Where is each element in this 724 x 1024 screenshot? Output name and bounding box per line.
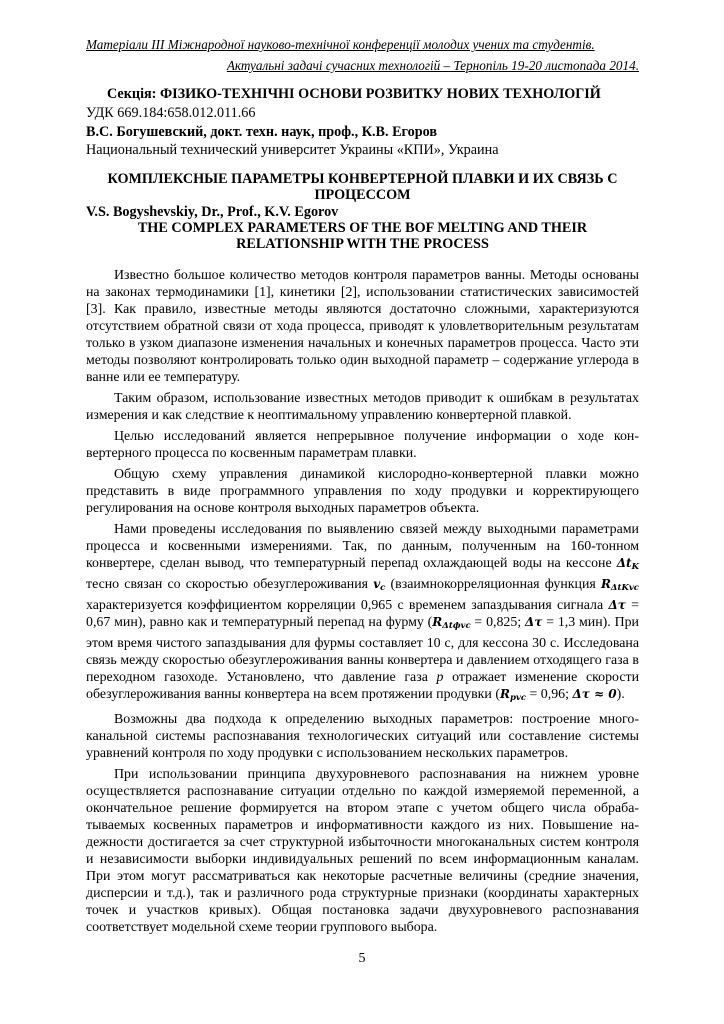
p5-text-9: отражает изменение скорости обезуглероживания ванны конвертера на всем протяжении продувки ( [86, 670, 639, 702]
paragraph-4: Общую схему управления динамикой кислородно-конвертерной плавки можно представить в виде программного управления по ходу продувки и корректирующего регулирования на основе контроля выходных параметров объекта. [86, 467, 639, 516]
title-ru-line2: ПРОЦЕССОМ [314, 187, 411, 203]
math-delta-tau-2: Δτ [525, 615, 543, 629]
math-r-dtf-vc: $R_{\Delta tфvc}$ [432, 615, 471, 631]
title-en-line1: THE COMPLEX PARAMETERS OF THE BOF MELTING AND THEIR [137, 220, 588, 236]
title-en-line2: RELATIONSHIP WITH THE PROCESS [236, 236, 489, 252]
math-v-c: $v_c$ [373, 577, 386, 593]
p5-text-11: ). [616, 687, 625, 702]
section-title: Секція: ФІЗИКО-ТЕХНІЧНІ ОСНОВИ РОЗВИТКУ НОВИХ ТЕХНОЛОГІЙ [107, 86, 601, 102]
p5-text-10: = 0,96; [526, 687, 573, 702]
p5-text-5: = 0,67 мин), равно как и температурный перепад на фурму ( [86, 598, 639, 630]
math-r-pvc: $R_{pvc}$ [499, 687, 527, 703]
title-ru-line1: КОМПЛЕКСНЫЕ ПАРАМЕТРЫ КОНВЕРТЕРНОЙ ПЛАВКИ И ИХ СВЯЗЬ С [107, 171, 618, 187]
affiliation: Национальный технический университет Украины «КПИ», Украина [86, 142, 499, 158]
p5-text-1: Нами проведены исследования по выявлению связей между выходными параметрами процесса и косвенными измерениями. Так, по данным, полученным на 160-тонном конвертере, сделан вывод, что температурный перепад охлаждающей воды на кессоне [86, 522, 639, 571]
paragraph-3: Целью исследований является непрерывное получение информации о ходе конвертерного процесса по косвенным параметрам плавки. [86, 429, 639, 461]
authors-en: V.S. Bogyshevskiy, Dr., Prof., K.V. Egorov [86, 204, 339, 220]
page-number: 5 [358, 951, 366, 966]
paragraph-7: При использовании принципа двухуровневого распознавания на нижнем уровне осуществляется распознавание ситуации отдельно по каждой измеряемой переменной, а окончательное решение формируется на втором этапе с учетом общего числа обрабатываемых косвенных параметров и информативности каждого из них. Повышение надежности достигается за счет структурной избыточности многоканальных систем контроля и независимости выборки индивидуальных решений по всем информационным каналам. При этом могут рассматриваться как некоторые расчетные величины (средние значения, дисперсии и т.д.), так и различного рода структурные признаки (координаты характерных точек и участков кривых). Общая постановка задачи двухуровневого распознавания соответствует модельной схеме теории группового выбора. [86, 767, 639, 935]
math-delta-tau-1: Δτ [608, 598, 626, 612]
p5-text-2: тесно связан со скоростью обезуглероживания [86, 577, 374, 592]
udc-code: УДК 669.184:658.012.011.66 [86, 105, 256, 121]
conference-header-line2: Актуальні задачі сучасних технологій – Тернопіль 19-20 листопада 2014. [226, 58, 639, 73]
paragraph-1: Известно большое количество методов контроля параметров ванны. Методы основаны на законах термодинамики [1], кинетики [2], использовании статистических зависимостей [3]. Как правило, известные методы являются достаточно сложными, характеризуются отсутствием обратной связи от хода процесса, приводят к уловлетворительным результатам только в узком диапазоне изменения начальных и конечных параметров процесса. Часто эти методы позволяют контролировать только один выходной параметр – содержание углерода в ванне или ее температуру. [86, 268, 639, 385]
authors-ru: В.С. Богушевский, докт. техн. наук, проф., К.В. Егоров [86, 124, 438, 140]
math-delta-tau-zero: Δτ ≈ 0 [572, 687, 617, 701]
p5-text-3: (взаимнокорреляционная функция [385, 577, 601, 592]
math-r-dtk-vc: $R_{\Delta tKvc}$ [600, 577, 639, 593]
p5-text-7: = 1,3 мин). При этом время чистого запаздывания для фурмы составляет 10 с, для кессона 30 с. Исследована связь между скоростью обезуглероживания ванны конвертера и давлением отходящего газа в переходном газоходе. Установлено, что давление газа [86, 615, 639, 685]
paragraph-2: Таким образом, использование известных методов приводит к ошибкам в результатах измерения и как следствие к неоптимальному управлению конвертерной плавкой. [86, 391, 639, 423]
p5-text-4: характеризуется коэффициентом корреляции 0,965 с временем запаздывания сигнала [86, 598, 609, 613]
p5-text-8: p [436, 670, 444, 685]
paragraph-5 [86, 521, 639, 707]
body-text [86, 267, 639, 940]
math-delta-t-k: $\Delta t_K$ [616, 556, 639, 572]
p5-text-6: = 0,825; [470, 615, 525, 630]
paragraph-6: Возможны два подхода к определению выходных параметров: построение многоканальной системы распознавания технологических ситуаций или составление системы уравнений контроля по ходу продувки с использованием нескольких параметров. [86, 712, 639, 761]
conference-header-line1: Матеріали III Міжнародної науково-технічної конференції молодих учених та студентів. [86, 37, 595, 52]
